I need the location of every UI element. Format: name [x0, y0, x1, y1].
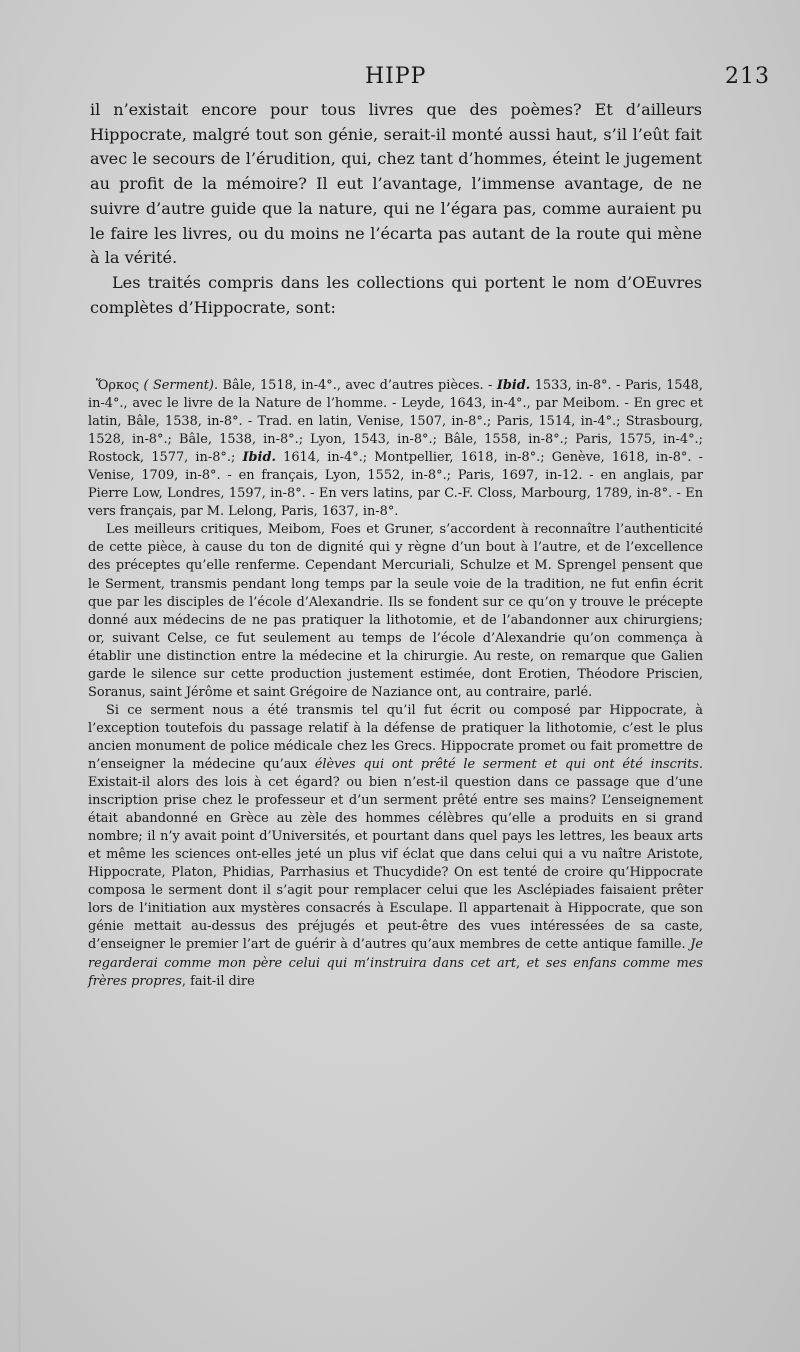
note-text: 1614, in-4°.; Montpellier, 1618, in-8°.; Genève, 1618, in-8°. - Venise, 1709, in-8°. - en français, Lyon, 1552, in-8°.; Paris, 1697, in-12. - en anglais, par Pierre Low, Londres, 1597, in-8°. - En vers latins, par C.-F. Closs, Marbourg, 1789, in-8°. - En vers français, par M. Lelong, Paris, 1637, in-8°.	[88, 450, 704, 520]
paragraph-1: il n’existait encore pour tous livres que des poèmes? Et d’ailleurs Hippocrate, malgré tout son génie, serait-il monté aussi haut, s’il l’eût fait avec le secours de l’érudition, qui, chez tant d’hommes, éteint le jugement au profit de la mémoire? Il eut l’avantage, l’immense avantage, de ne suivre d’autre guide que la nature, qui ne l’égara pas, comme auraient pu le faire les livres, ou du moins ne l’écarta pas autant de la route qui mène à la vérité.	[90, 100, 702, 268]
work-title: ( Serment).	[143, 378, 219, 393]
paragraph-2: Les traités compris dans les collections qui portent le nom d’OEuvres complètes d’Hippocrate, sont:	[90, 272, 702, 317]
main-text	[90, 98, 702, 320]
note-text: Bâle, 1518, in-4°., avec d’autres pièces. -	[218, 378, 497, 393]
note-text: Si ce serment nous a été transmis tel qu’il fut écrit ou composé par Hippocrate, à l’exception toutefois du passage relatif à la défense de pratiquer la lithotomie, c’est le plus ancien monument de police médicale chez les Grecs. Hippocrate promet ou fait promettre de n’enseigner la médecine qu’aux	[88, 702, 703, 772]
notes-section	[88, 377, 703, 991]
page-number: 213	[725, 64, 770, 89]
note-serment-editions	[88, 377, 703, 521]
note-text: ,	[516, 955, 527, 971]
italic-quote: et ses enfans comme mes frères propres	[88, 955, 703, 989]
ibid-label: Ibid.	[242, 450, 276, 466]
ibid-label: Ibid.	[496, 378, 531, 393]
italic-quote: Je regarderai comme mon père celui qui m’instruira dans cet art	[88, 937, 703, 971]
note-critics: Les meilleurs critiques, Meibom, Foes et Gruner, s’accordent à reconnaître l’authenticité de cette pièce, à cause du ton de dignité qui y règne d’un bout à l’autre, et de l’excellence des préceptes qu’elle renferme. Cependant Mercuriali, Schulze et M. Sprengel pensent que le Serment, transmis pendant long temps par la seule voie de la tradition, ne fut enfin écrit que par les disciples de l’école d’Alexandrie. Ils se fondent sur ce qu’on y trouve le précepte donné aux médecins de ne pas pratiquer la lithotomie, et de l’abandonner aux chirurgiens; or, suivant Celse, ce fut seulement au temps de l’école d’Alexandrie qu’on commença à établir une distinction entre la médecine et la chirurgie. Au reste, on remarque que Galien garde le silence sur cette production justement estimée, dont Erotien, Théodore Priscien, Soranus, saint Jérôme et saint Grégoire de Naziance ont, au contraire, parlé.	[88, 522, 703, 700]
italic-quote: élèves qui ont prêté le serment et qui ont été inscrits.	[314, 756, 704, 772]
running-head: HIPP	[365, 64, 427, 89]
greek-title: Ὅρκος	[96, 378, 140, 393]
page-edge-shadow	[18, 0, 21, 1352]
note-serment-commentary	[88, 702, 703, 991]
note-text: Existait-il alors des lois à cet égard? ou bien n’est-il question dans ce passage que d’une inscription prise chez le professeur et d’un serment prêté entre ses mains? L’enseignement était abandonné en Grèce au zèle des hommes célèbres qu’elle a produits en si grand nombre; il n’y avait point d’Universités, et pourtant dans quel pays les lettres, les beaux arts et même les sciences ont-elles jeté un plus vif éclat que dans celui qui a vu naître Aristote, Hippocrate, Platon, Phidias, Parrhasius et Thucydide? On est tenté de croire qu’Hippocrate composa le serment dont il s’agit pour remplacer celui que les Asclépiades faisaient prêter lors de l’initiation aux mystères consacrés à Esculape. Il appartenait à Hippocrate, que son génie mettait au-dessus des préjugés et peut-être des vues intéressées de sa caste, d’enseigner le premier l’art de guérir à d’autres qu’aux membres de cette antique famille.	[88, 775, 703, 953]
note-text: 1533, in-8°. - Paris, 1548, in-4°., avec le livre de la Nature de l’homme. - Leyde, 1643, in-4°., par Meibom. - En grec et latin, Bâle, 1538, in-8°. - Trad. en latin, Venise, 1507, in-8°.; Paris, 1514, in-4°.; Strasbourg, 1528, in-8°.; Bâle, 1538, in-8°.; Lyon, 1543, in-8°.; Bâle, 1558, in-8°.; Paris, 1575, in-4°.; Rostock, 1577, in-8°.;	[88, 378, 703, 466]
page-header	[80, 64, 770, 94]
note-text: , fait-il dire	[181, 973, 255, 989]
